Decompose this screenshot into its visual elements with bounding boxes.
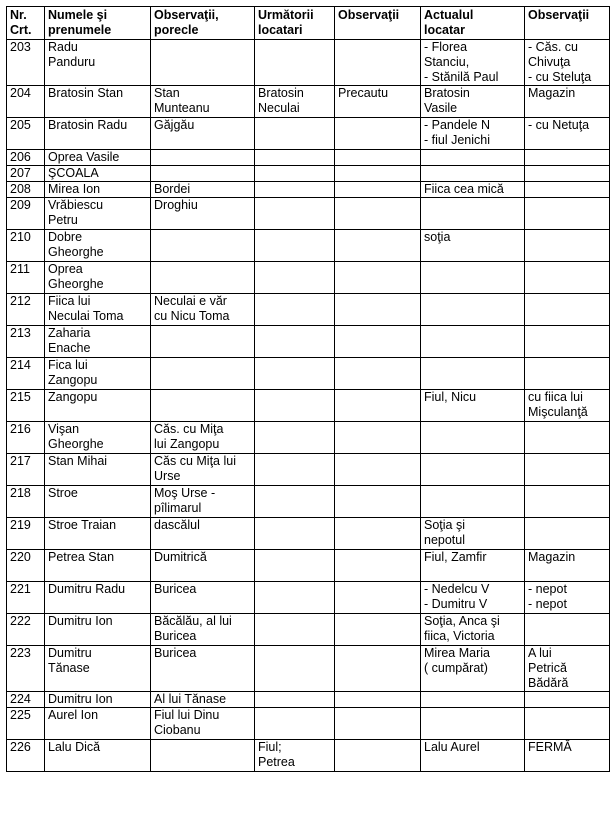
table-row — [7, 294, 610, 326]
table-row — [7, 582, 610, 614]
header-next-tenants: Următorii locatari — [255, 7, 335, 40]
cell-nickname: Neculai e văr cu Nicu Toma — [151, 294, 255, 326]
cell-current-tenant: Lalu Aurel — [421, 740, 525, 772]
cell-next-tenant — [255, 646, 335, 692]
cell-observation: Precautu — [335, 86, 421, 118]
cell-nickname — [151, 390, 255, 422]
cell-nr: 215 — [7, 390, 45, 422]
cell-current-tenant — [421, 262, 525, 294]
header-observations-3: Observaţii — [525, 7, 610, 40]
cell-current-tenant — [421, 692, 525, 708]
cell-note — [525, 198, 610, 230]
cell-note — [525, 230, 610, 262]
cell-nr: 213 — [7, 326, 45, 358]
cell-note — [525, 692, 610, 708]
cell-next-tenant — [255, 118, 335, 150]
table-row — [7, 390, 610, 422]
cell-nickname — [151, 230, 255, 262]
cell-name: Dumitru Tănase — [45, 646, 151, 692]
cell-observation — [335, 550, 421, 582]
cell-nickname: Căs cu Miţa lui Urse — [151, 454, 255, 486]
cell-name: Vrăbiescu Petru — [45, 198, 151, 230]
cell-nr: 224 — [7, 692, 45, 708]
cell-note — [525, 358, 610, 390]
cell-nickname: Bordei — [151, 182, 255, 198]
cell-next-tenant — [255, 182, 335, 198]
cell-name: Zaharia Enache — [45, 326, 151, 358]
table-row — [7, 118, 610, 150]
header-observations-2: Observaţii — [335, 7, 421, 40]
cell-current-tenant: - Pandele N - fiul Jenichi — [421, 118, 525, 150]
cell-nickname: Căs. cu Miţa lui Zangopu — [151, 422, 255, 454]
table-row — [7, 86, 610, 118]
cell-current-tenant — [421, 422, 525, 454]
cell-note — [525, 166, 610, 182]
cell-nickname: Droghiu — [151, 198, 255, 230]
cell-current-tenant: Soţia şi nepotul — [421, 518, 525, 550]
cell-current-tenant: soţia — [421, 230, 525, 262]
cell-nickname: Băcălău, al lui Buricea — [151, 614, 255, 646]
cell-nickname — [151, 166, 255, 182]
cell-name: Mirea Ion — [45, 182, 151, 198]
cell-name: Zangopu — [45, 390, 151, 422]
cell-next-tenant — [255, 550, 335, 582]
cell-observation — [335, 390, 421, 422]
cell-next-tenant — [255, 166, 335, 182]
table-row — [7, 262, 610, 294]
cell-note — [525, 486, 610, 518]
cell-observation — [335, 262, 421, 294]
cell-name: Bratosin Radu — [45, 118, 151, 150]
cell-name: Radu Panduru — [45, 40, 151, 86]
table-row — [7, 708, 610, 740]
cell-nickname: Stan Munteanu — [151, 86, 255, 118]
cell-observation — [335, 294, 421, 326]
cell-current-tenant — [421, 166, 525, 182]
cell-next-tenant — [255, 262, 335, 294]
cell-name: Oprea Gheorghe — [45, 262, 151, 294]
cell-nr: 212 — [7, 294, 45, 326]
cell-nr: 206 — [7, 150, 45, 166]
cell-nr: 217 — [7, 454, 45, 486]
table-body — [7, 40, 610, 772]
cell-note: cu fiica lui Mişculanţă — [525, 390, 610, 422]
cell-current-tenant — [421, 708, 525, 740]
cell-note — [525, 422, 610, 454]
cell-current-tenant — [421, 198, 525, 230]
cell-next-tenant — [255, 230, 335, 262]
cell-nr: 214 — [7, 358, 45, 390]
cell-nickname — [151, 740, 255, 772]
cell-note — [525, 150, 610, 166]
cell-observation — [335, 740, 421, 772]
cell-next-tenant — [255, 518, 335, 550]
cell-current-tenant — [421, 486, 525, 518]
table-row — [7, 358, 610, 390]
header-observations-nicknames: Observaţii, porecle — [151, 7, 255, 40]
cell-current-tenant: Soţia, Anca şi fiica, Victoria — [421, 614, 525, 646]
cell-note — [525, 294, 610, 326]
cell-observation — [335, 40, 421, 86]
cell-nr: 226 — [7, 740, 45, 772]
table-row — [7, 230, 610, 262]
cell-note — [525, 262, 610, 294]
cell-current-tenant — [421, 326, 525, 358]
cell-name: Bratosin Stan — [45, 86, 151, 118]
cell-observation — [335, 614, 421, 646]
cell-nr: 209 — [7, 198, 45, 230]
cell-name: Dobre Gheorghe — [45, 230, 151, 262]
table-row — [7, 182, 610, 198]
cell-current-tenant — [421, 454, 525, 486]
cell-next-tenant — [255, 150, 335, 166]
cell-nr: 221 — [7, 582, 45, 614]
table-row — [7, 40, 610, 86]
cell-current-tenant: Fiul, Nicu — [421, 390, 525, 422]
cell-next-tenant — [255, 614, 335, 646]
cell-nr: 222 — [7, 614, 45, 646]
cell-nr: 205 — [7, 118, 45, 150]
cell-nr: 218 — [7, 486, 45, 518]
cell-nr: 223 — [7, 646, 45, 692]
cell-nickname: Buricea — [151, 646, 255, 692]
cell-observation — [335, 708, 421, 740]
cell-nickname: Al lui Tănase — [151, 692, 255, 708]
residents-table — [6, 6, 610, 772]
cell-nickname — [151, 358, 255, 390]
cell-name: Fica lui Zangopu — [45, 358, 151, 390]
cell-observation — [335, 582, 421, 614]
cell-observation — [335, 230, 421, 262]
cell-name: ŞCOALA — [45, 166, 151, 182]
table-header-row — [7, 7, 610, 40]
cell-observation — [335, 150, 421, 166]
table-row — [7, 150, 610, 166]
table-row — [7, 166, 610, 182]
cell-nr: 204 — [7, 86, 45, 118]
cell-nr: 203 — [7, 40, 45, 86]
cell-nickname: Buricea — [151, 582, 255, 614]
cell-observation — [335, 166, 421, 182]
cell-name: Aurel Ion — [45, 708, 151, 740]
cell-note: FERMĂ — [525, 740, 610, 772]
cell-name: Dumitru Radu — [45, 582, 151, 614]
cell-note — [525, 182, 610, 198]
cell-current-tenant: Mirea Maria ( cumpărat) — [421, 646, 525, 692]
cell-name: Oprea Vasile — [45, 150, 151, 166]
cell-next-tenant — [255, 486, 335, 518]
cell-nr: 207 — [7, 166, 45, 182]
cell-name: Stroe — [45, 486, 151, 518]
cell-current-tenant: Bratosin Vasile — [421, 86, 525, 118]
cell-nickname — [151, 326, 255, 358]
table-row — [7, 518, 610, 550]
cell-next-tenant — [255, 692, 335, 708]
cell-nickname — [151, 40, 255, 86]
cell-observation — [335, 454, 421, 486]
cell-next-tenant: Fiul; Petrea — [255, 740, 335, 772]
cell-name: Vişan Gheorghe — [45, 422, 151, 454]
cell-observation — [335, 486, 421, 518]
cell-observation — [335, 358, 421, 390]
cell-current-tenant: Fiul, Zamfir — [421, 550, 525, 582]
cell-nr: 211 — [7, 262, 45, 294]
table-row — [7, 740, 610, 772]
cell-current-tenant: Fiica cea mică — [421, 182, 525, 198]
cell-observation — [335, 422, 421, 454]
cell-next-tenant: Bratosin Neculai — [255, 86, 335, 118]
cell-name: Fiica lui Neculai Toma — [45, 294, 151, 326]
table-row — [7, 454, 610, 486]
cell-note — [525, 708, 610, 740]
cell-note — [525, 518, 610, 550]
cell-note: A lui Petrică Bădără — [525, 646, 610, 692]
cell-nr: 219 — [7, 518, 45, 550]
cell-note: Magazin — [525, 86, 610, 118]
table-row — [7, 692, 610, 708]
cell-nr: 220 — [7, 550, 45, 582]
cell-nr: 216 — [7, 422, 45, 454]
cell-observation — [335, 326, 421, 358]
table-row — [7, 198, 610, 230]
cell-observation — [335, 198, 421, 230]
cell-observation — [335, 646, 421, 692]
cell-next-tenant — [255, 390, 335, 422]
cell-name: Lalu Dică — [45, 740, 151, 772]
cell-nr: 210 — [7, 230, 45, 262]
cell-note: Magazin — [525, 550, 610, 582]
cell-note — [525, 614, 610, 646]
cell-observation — [335, 118, 421, 150]
cell-nickname: Fiul lui Dinu Ciobanu — [151, 708, 255, 740]
cell-note: - cu Netuţa — [525, 118, 610, 150]
cell-nickname — [151, 262, 255, 294]
cell-observation — [335, 692, 421, 708]
cell-note — [525, 326, 610, 358]
cell-name: Stroe Traian — [45, 518, 151, 550]
header-name: Numele şi prenumele — [45, 7, 151, 40]
table-row — [7, 326, 610, 358]
cell-next-tenant — [255, 358, 335, 390]
cell-next-tenant — [255, 422, 335, 454]
table-row — [7, 614, 610, 646]
table-row — [7, 646, 610, 692]
cell-current-tenant: - Florea Stanciu, - Stănilă Paul — [421, 40, 525, 86]
cell-current-tenant — [421, 294, 525, 326]
cell-note: - Căs. cu Chivuţa - cu Steluţa — [525, 40, 610, 86]
cell-name: Dumitru Ion — [45, 692, 151, 708]
cell-next-tenant — [255, 40, 335, 86]
cell-nickname: Moş Urse - pîlimarul — [151, 486, 255, 518]
header-current-tenant: Actualul locatar — [421, 7, 525, 40]
cell-nr: 208 — [7, 182, 45, 198]
cell-nickname — [151, 150, 255, 166]
cell-next-tenant — [255, 326, 335, 358]
table-row — [7, 422, 610, 454]
cell-current-tenant — [421, 358, 525, 390]
cell-current-tenant — [421, 150, 525, 166]
cell-name: Petrea Stan — [45, 550, 151, 582]
table-row — [7, 486, 610, 518]
header-nr-crt: Nr. Crt. — [7, 7, 45, 40]
cell-next-tenant — [255, 708, 335, 740]
cell-observation — [335, 182, 421, 198]
cell-next-tenant — [255, 454, 335, 486]
cell-current-tenant: - Nedelcu V - Dumitru V — [421, 582, 525, 614]
cell-nickname: dascălul — [151, 518, 255, 550]
table-row — [7, 550, 610, 582]
cell-next-tenant — [255, 198, 335, 230]
cell-observation — [335, 518, 421, 550]
cell-name: Dumitru Ion — [45, 614, 151, 646]
cell-next-tenant — [255, 294, 335, 326]
cell-next-tenant — [255, 582, 335, 614]
cell-name: Stan Mihai — [45, 454, 151, 486]
cell-nr: 225 — [7, 708, 45, 740]
cell-nickname: Dumitrică — [151, 550, 255, 582]
cell-note: - nepot - nepot — [525, 582, 610, 614]
cell-note — [525, 454, 610, 486]
cell-nickname: Găjgău — [151, 118, 255, 150]
